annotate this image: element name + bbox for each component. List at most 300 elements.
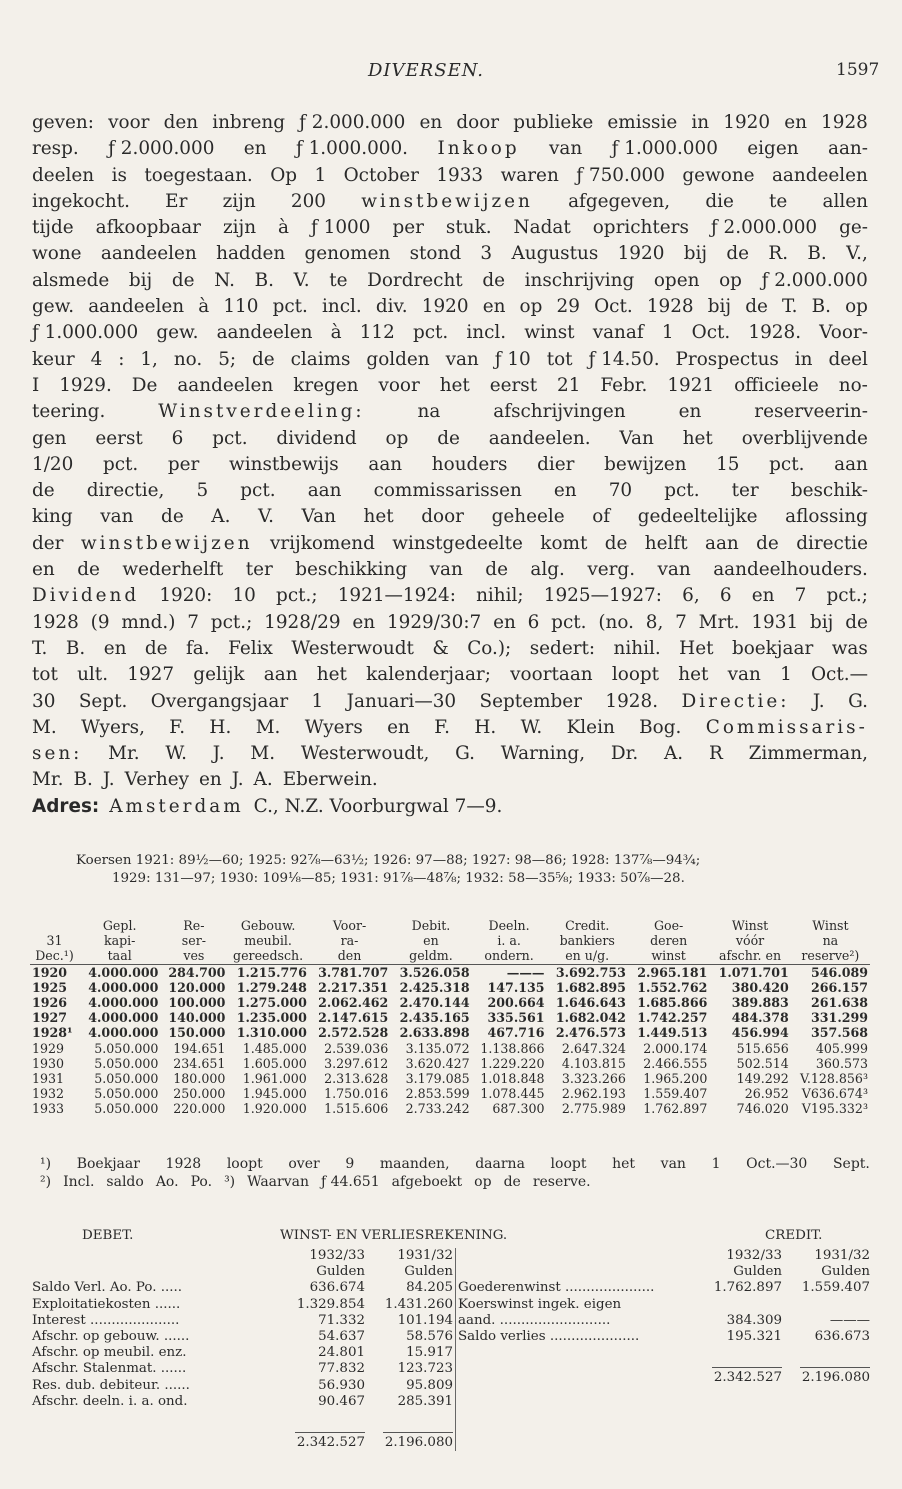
word: 1929. — [59, 374, 112, 396]
word: A. — [664, 743, 684, 765]
word: op — [845, 296, 868, 318]
word: B. — [807, 243, 827, 265]
word: wone — [32, 243, 82, 265]
column-header: Dec.¹) — [30, 948, 79, 964]
pl-row — [30, 1313, 455, 1329]
word: de — [161, 506, 184, 528]
table-cell: 1.138.866 — [480, 1040, 545, 1056]
table-cell: 360.573 — [815, 1055, 868, 1071]
word: van — [727, 664, 761, 686]
word: October — [343, 164, 419, 186]
word: deelen — [32, 164, 95, 186]
price-line-1: Koersen 1921: 89½—60; 1925: 92⅞—63½; 1926: 97—88; 1927: 98—86; 1928: 137⅞—94¾; — [76, 853, 701, 868]
word: loopt — [611, 664, 660, 686]
word: overblijvende — [741, 427, 868, 449]
word: winstbewijs — [229, 453, 339, 475]
word: en — [784, 112, 807, 133]
pl-label: Koerswinst ingek. eigen — [458, 1296, 622, 1312]
table-cell: 1.682.042 — [555, 1010, 626, 1026]
word: 1 — [661, 322, 674, 344]
pl-total: 2.342.527 — [295, 1432, 365, 1451]
word: W. — [520, 716, 543, 738]
word: Westerwoudt — [291, 637, 414, 659]
pl-header-row — [30, 1248, 455, 1264]
text-line — [32, 583, 868, 609]
column-header: ra- — [340, 933, 359, 949]
word: B. — [73, 769, 93, 791]
word: op — [719, 269, 742, 291]
footnote-word: daarna — [475, 1156, 525, 1172]
word: aan- — [827, 138, 868, 160]
table-cell: 2.476.573 — [555, 1025, 626, 1041]
word: en — [387, 716, 410, 738]
word: en — [103, 637, 127, 659]
word: wederhelft — [122, 559, 224, 581]
pl-value — [696, 1297, 784, 1313]
table-cell: 405.999 — [815, 1040, 868, 1056]
text-line — [32, 241, 868, 267]
pl-header-cell — [30, 1248, 279, 1264]
pl-label: Saldo verlies ..................... — [458, 1329, 640, 1345]
word: 1 — [780, 664, 792, 686]
table-header-row — [30, 948, 870, 964]
pl-header-cell — [30, 1264, 279, 1280]
word: J. — [212, 743, 225, 765]
word: ult. — [77, 664, 109, 686]
word: Klein — [566, 716, 615, 738]
text-line — [32, 662, 868, 688]
pl-value: 71.332 — [318, 1312, 365, 1328]
word: reserveerin- — [754, 401, 868, 423]
word: ƒ 2.000.000 — [108, 138, 215, 160]
word: alg. — [530, 559, 565, 581]
table-cell: 1.215.776 — [236, 964, 307, 980]
table-cell: 335.561 — [487, 1010, 545, 1026]
word: Dr. — [610, 743, 639, 765]
word: stond — [409, 243, 462, 265]
pl-row — [456, 1329, 872, 1345]
word: no- — [838, 374, 868, 396]
word: winst — [524, 322, 575, 344]
column-header: Winst — [731, 918, 769, 933]
table-cell: 389.883 — [731, 995, 789, 1011]
word: de — [171, 269, 195, 291]
word: en — [678, 401, 702, 423]
pl-value: 384.309 — [726, 1312, 782, 1328]
column-header: den — [309, 948, 390, 964]
word: winstbewijzen — [80, 532, 253, 554]
pl-header-row — [456, 1248, 872, 1264]
table-cell: 1.485.000 — [242, 1040, 307, 1056]
pl-year: 1931/32 — [814, 1248, 870, 1263]
word: à — [278, 217, 290, 239]
footnote-word: Boekjaar — [76, 1156, 140, 1172]
word: ingekocht. — [32, 190, 130, 212]
pl-label: Exploitatiekosten ...... — [32, 1296, 181, 1312]
word: commissarissen — [373, 480, 522, 502]
page-number: 1597 — [836, 60, 880, 80]
table-cell: 2.853.599 — [405, 1086, 470, 1102]
debit-title: DEBET. — [82, 1228, 134, 1243]
word: komt — [540, 532, 588, 554]
text-line — [32, 268, 868, 294]
text-line — [32, 347, 868, 373]
footnote-word: 1 — [711, 1156, 721, 1172]
word: : — [118, 348, 125, 370]
table-cell: 1.229.220 — [480, 1055, 545, 1071]
word: de — [604, 532, 628, 554]
text-line — [32, 504, 868, 530]
table-header-row — [30, 933, 870, 948]
text-line — [32, 320, 868, 346]
word: aandeelen — [100, 243, 197, 265]
word: keur — [32, 348, 75, 370]
column-header: winst — [628, 948, 709, 964]
text-line — [32, 689, 868, 715]
word: eerst — [489, 374, 538, 396]
word: de — [144, 637, 168, 659]
table-cell: 284.700 — [168, 964, 226, 980]
table-cell: 220.000 — [173, 1101, 226, 1117]
word: emissie — [607, 112, 678, 133]
table-cell: ——— — [506, 964, 545, 980]
footnote-word: van — [660, 1156, 686, 1172]
pl-header-cell — [456, 1248, 696, 1264]
word: T. — [782, 296, 798, 318]
table-cell: 331.299 — [811, 1010, 868, 1026]
table-cell: 147.135 — [487, 979, 545, 995]
word: ƒ 2.000.000 — [299, 112, 406, 133]
column-header: kapi- — [103, 933, 136, 949]
word: het — [439, 374, 470, 396]
table-cell: 2.435.165 — [399, 1010, 470, 1026]
pl-header-row — [456, 1264, 872, 1280]
word: en — [199, 769, 222, 791]
word: 1921—1924: — [337, 585, 456, 607]
word: 1/20 — [32, 453, 74, 475]
word: Nadat — [513, 217, 571, 239]
word: de — [845, 611, 868, 633]
table-cell: 1.762.897 — [643, 1101, 708, 1117]
table-cell: 5.050.000 — [94, 1055, 159, 1071]
word: bij — [707, 296, 732, 318]
footnote-word: 1928 — [165, 1156, 202, 1172]
word: beschikking — [295, 559, 408, 581]
table-cell: 1920 — [32, 964, 68, 980]
footnote-word: het — [612, 1156, 636, 1172]
word: Van — [301, 506, 336, 528]
text-line — [32, 610, 868, 636]
table-row — [30, 1041, 870, 1056]
word: van — [549, 138, 583, 160]
table-cell: 180.000 — [173, 1071, 226, 1087]
pl-total: 2.342.527 — [712, 1367, 782, 1386]
word: B. — [811, 296, 831, 318]
table-cell: 150.000 — [168, 1025, 226, 1041]
table-cell: 1.449.513 — [637, 1025, 708, 1041]
column-header: Credit. — [565, 918, 610, 933]
footnote-word: de — [503, 1173, 521, 1190]
word: winstgedeelte — [392, 532, 523, 554]
word: de — [252, 348, 275, 370]
table-cell: 5.050.000 — [94, 1040, 159, 1056]
table-cell: 1.961.000 — [242, 1071, 307, 1087]
table-row — [30, 1101, 870, 1116]
column-header: en u/g. — [547, 948, 628, 964]
pl-label: Goederenwinst ..................... — [458, 1280, 655, 1296]
word: teering. — [32, 401, 106, 423]
word: nihil. — [613, 637, 661, 659]
table-cell: 484.378 — [731, 1010, 789, 1026]
word: op — [385, 427, 409, 449]
table-cell: 1.965.200 — [643, 1071, 708, 1087]
word: Warning, — [500, 743, 586, 765]
text-line — [32, 741, 868, 767]
word: aan — [307, 480, 342, 502]
pl-label: aand. .......................... — [458, 1312, 611, 1328]
table-cell: 234.651 — [173, 1055, 226, 1071]
table-cell: 1929 — [32, 1040, 65, 1056]
table-cell: 357.568 — [811, 1025, 868, 1041]
table-cell: 3.323.266 — [561, 1071, 626, 1087]
word: Dividend — [32, 585, 140, 607]
text-line — [32, 478, 868, 504]
word: gen — [32, 427, 67, 449]
pl-value: 58.576 — [406, 1329, 453, 1345]
footnote-1 — [40, 1156, 870, 1174]
word: aflossing — [785, 506, 868, 528]
word: in — [691, 112, 710, 133]
text-line — [32, 715, 868, 741]
column-header: ondern. — [472, 948, 547, 964]
word: 30 — [32, 690, 56, 712]
word: Januari—30 — [346, 690, 457, 712]
word: B. — [254, 269, 274, 291]
table-cell: 515.656 — [736, 1040, 789, 1056]
word: F. — [169, 716, 186, 738]
word: bewijzen — [604, 453, 687, 475]
word: afkoopbaar — [95, 217, 201, 239]
table-cell: 140.000 — [168, 1010, 226, 1026]
word: T. — [32, 637, 48, 659]
table-cell: 1.275.000 — [236, 995, 307, 1011]
pl-row — [456, 1280, 872, 1296]
word: R — [708, 743, 723, 765]
table-cell: 2.425.318 — [399, 979, 470, 995]
pl-total-row — [30, 1410, 455, 1451]
text-line — [32, 399, 868, 425]
word: ƒ 750.000 — [576, 164, 665, 186]
word: bij — [683, 243, 708, 265]
word: en — [482, 296, 506, 318]
table-row — [30, 1056, 870, 1071]
table-cell: 1.559.407 — [643, 1086, 708, 1102]
word: Commissaris- — [705, 716, 868, 738]
table-cell: 5.050.000 — [94, 1071, 159, 1087]
table-cell: 467.716 — [487, 1025, 545, 1041]
table-cell: 1926 — [32, 995, 68, 1011]
word: 1, — [140, 348, 158, 370]
word: G. — [455, 743, 475, 765]
word: aandeelhouders. — [713, 559, 868, 581]
word: gewone — [682, 164, 755, 186]
word: J. — [102, 769, 115, 791]
word: en — [419, 112, 443, 133]
word: Oct. — [691, 322, 731, 344]
table-cell: 2.470.144 — [399, 995, 470, 1011]
table-cell: 687.300 — [492, 1101, 545, 1117]
word: directie — [796, 532, 868, 554]
word: Winstverdeeling: — [158, 401, 365, 423]
word: kalenderjaar; — [366, 664, 491, 686]
word: 1928. — [605, 690, 659, 712]
pl-row — [30, 1394, 455, 1410]
table-cell: 1931 — [32, 1071, 65, 1087]
word: gelijk — [193, 664, 245, 686]
footnote-word: loopt — [226, 1156, 263, 1172]
address-street: C., N.Z. Voorburgwal 7—9. — [253, 795, 503, 817]
table-cell: 1.078.445 — [480, 1086, 545, 1102]
table-cell: 2.633.898 — [399, 1025, 470, 1041]
footnote-word: Waarvan — [247, 1173, 309, 1190]
word: 10 — [232, 585, 256, 607]
footnote-2 — [40, 1174, 870, 1192]
word: golden — [366, 348, 430, 370]
word: zijn — [222, 190, 256, 212]
word: is — [111, 164, 127, 186]
table-cell: V.128.856³ — [799, 1071, 868, 1087]
word: inbreng — [212, 112, 285, 133]
word: 1920 — [617, 243, 665, 265]
word: ter — [731, 480, 759, 502]
pl-total: 2.196.080 — [383, 1432, 453, 1451]
pl-value: 101.194 — [397, 1312, 453, 1328]
word: en — [243, 138, 267, 160]
table-cell: 4.000.000 — [88, 1025, 159, 1041]
word: (no. — [598, 611, 634, 633]
table-row — [30, 1010, 870, 1025]
pl-value: 636.674 — [309, 1280, 365, 1296]
word: de — [77, 559, 100, 581]
word: de — [32, 480, 55, 502]
table-cell: 2.466.555 — [643, 1055, 708, 1071]
word: en — [32, 559, 55, 581]
pl-label: Afschr. deeln. i. a. ond. — [32, 1393, 188, 1409]
footnote-word: maanden, — [379, 1156, 450, 1172]
word: pct.; — [826, 585, 868, 607]
word: van — [429, 559, 463, 581]
text-line — [32, 452, 868, 478]
word: Eberwein. — [282, 769, 378, 791]
word: 1928 — [646, 296, 694, 318]
word: hadden — [216, 243, 286, 265]
word: Wyers, — [81, 716, 145, 738]
table-row — [30, 964, 870, 980]
pl-row — [456, 1313, 872, 1329]
word: 1929/30:7 — [386, 611, 482, 633]
footnote-word: op — [474, 1173, 492, 1190]
column-header: Re- — [183, 918, 205, 933]
word: 6, — [682, 585, 700, 607]
word: M. — [32, 716, 57, 738]
table-cell: 1.018.848 — [480, 1071, 545, 1087]
word: W. — [165, 743, 187, 765]
word: Inkoop — [437, 138, 520, 160]
word: allen — [822, 190, 868, 212]
word: Dordrecht — [367, 269, 463, 291]
word: bij — [128, 269, 153, 291]
pl-value: ——— — [829, 1312, 870, 1328]
table-cell: V636.674³ — [801, 1086, 868, 1102]
word: September — [479, 690, 582, 712]
column-header: ser- — [181, 933, 206, 949]
table-cell: 1.685.866 — [637, 995, 708, 1011]
table-cell: 2.147.615 — [318, 1010, 389, 1026]
table-cell: 1.605.000 — [242, 1055, 307, 1071]
debit-table — [30, 1248, 455, 1451]
word: verg. — [587, 559, 636, 581]
word: kregen — [293, 374, 359, 396]
word: De — [131, 374, 158, 396]
pl-value: 195.321 — [726, 1329, 782, 1345]
word: 29 — [556, 296, 580, 318]
word: den — [163, 112, 199, 133]
word: div. — [375, 296, 408, 318]
word: eigen — [747, 138, 799, 160]
word: incl. — [466, 322, 507, 344]
company-description — [32, 110, 868, 820]
pl-value: 15.917 — [406, 1345, 453, 1361]
text-line — [32, 636, 868, 662]
table-cell: 194.651 — [173, 1040, 226, 1056]
table-cell: 456.994 — [731, 1025, 789, 1041]
word: ƒ 2.000.000 — [761, 269, 868, 291]
word: voortaan — [510, 664, 593, 686]
pl-value: 84.205 — [406, 1280, 453, 1296]
word: geven: — [32, 112, 94, 133]
word: aandeelen — [88, 296, 185, 318]
word: sedert: — [529, 637, 596, 659]
word: aandeelen. — [488, 427, 591, 449]
word: winstbewijzen — [361, 190, 533, 212]
word: gew. — [32, 296, 75, 318]
word: afschrijvingen — [493, 401, 626, 423]
word: 8, — [645, 611, 664, 633]
word: voor — [378, 374, 420, 396]
word: Oct. — [594, 296, 633, 318]
footnote-word: Sept. — [832, 1156, 870, 1172]
word: bij — [810, 611, 834, 633]
pl-total-cell — [367, 1410, 455, 1451]
word: op — [519, 296, 543, 318]
word: 112 — [359, 322, 395, 344]
word: Bog. — [639, 716, 682, 738]
column-header: Deeln. — [488, 918, 530, 933]
table-cell: 250.000 — [173, 1086, 226, 1102]
pl-year: 1932/33 — [309, 1248, 365, 1263]
pl-row — [30, 1345, 455, 1361]
table-cell: 4.000.000 — [88, 995, 159, 1011]
credit-title: CREDIT. — [765, 1228, 823, 1243]
word: ter — [245, 559, 273, 581]
text-line — [32, 163, 868, 189]
word: 1928/29 — [264, 611, 341, 633]
table-cell: 1.310.000 — [236, 1025, 307, 1041]
word: publieke — [513, 112, 594, 133]
word: ƒ 1.000.000. — [295, 138, 409, 160]
text-line — [32, 294, 868, 320]
table-cell: 4.103.815 — [561, 1055, 626, 1071]
